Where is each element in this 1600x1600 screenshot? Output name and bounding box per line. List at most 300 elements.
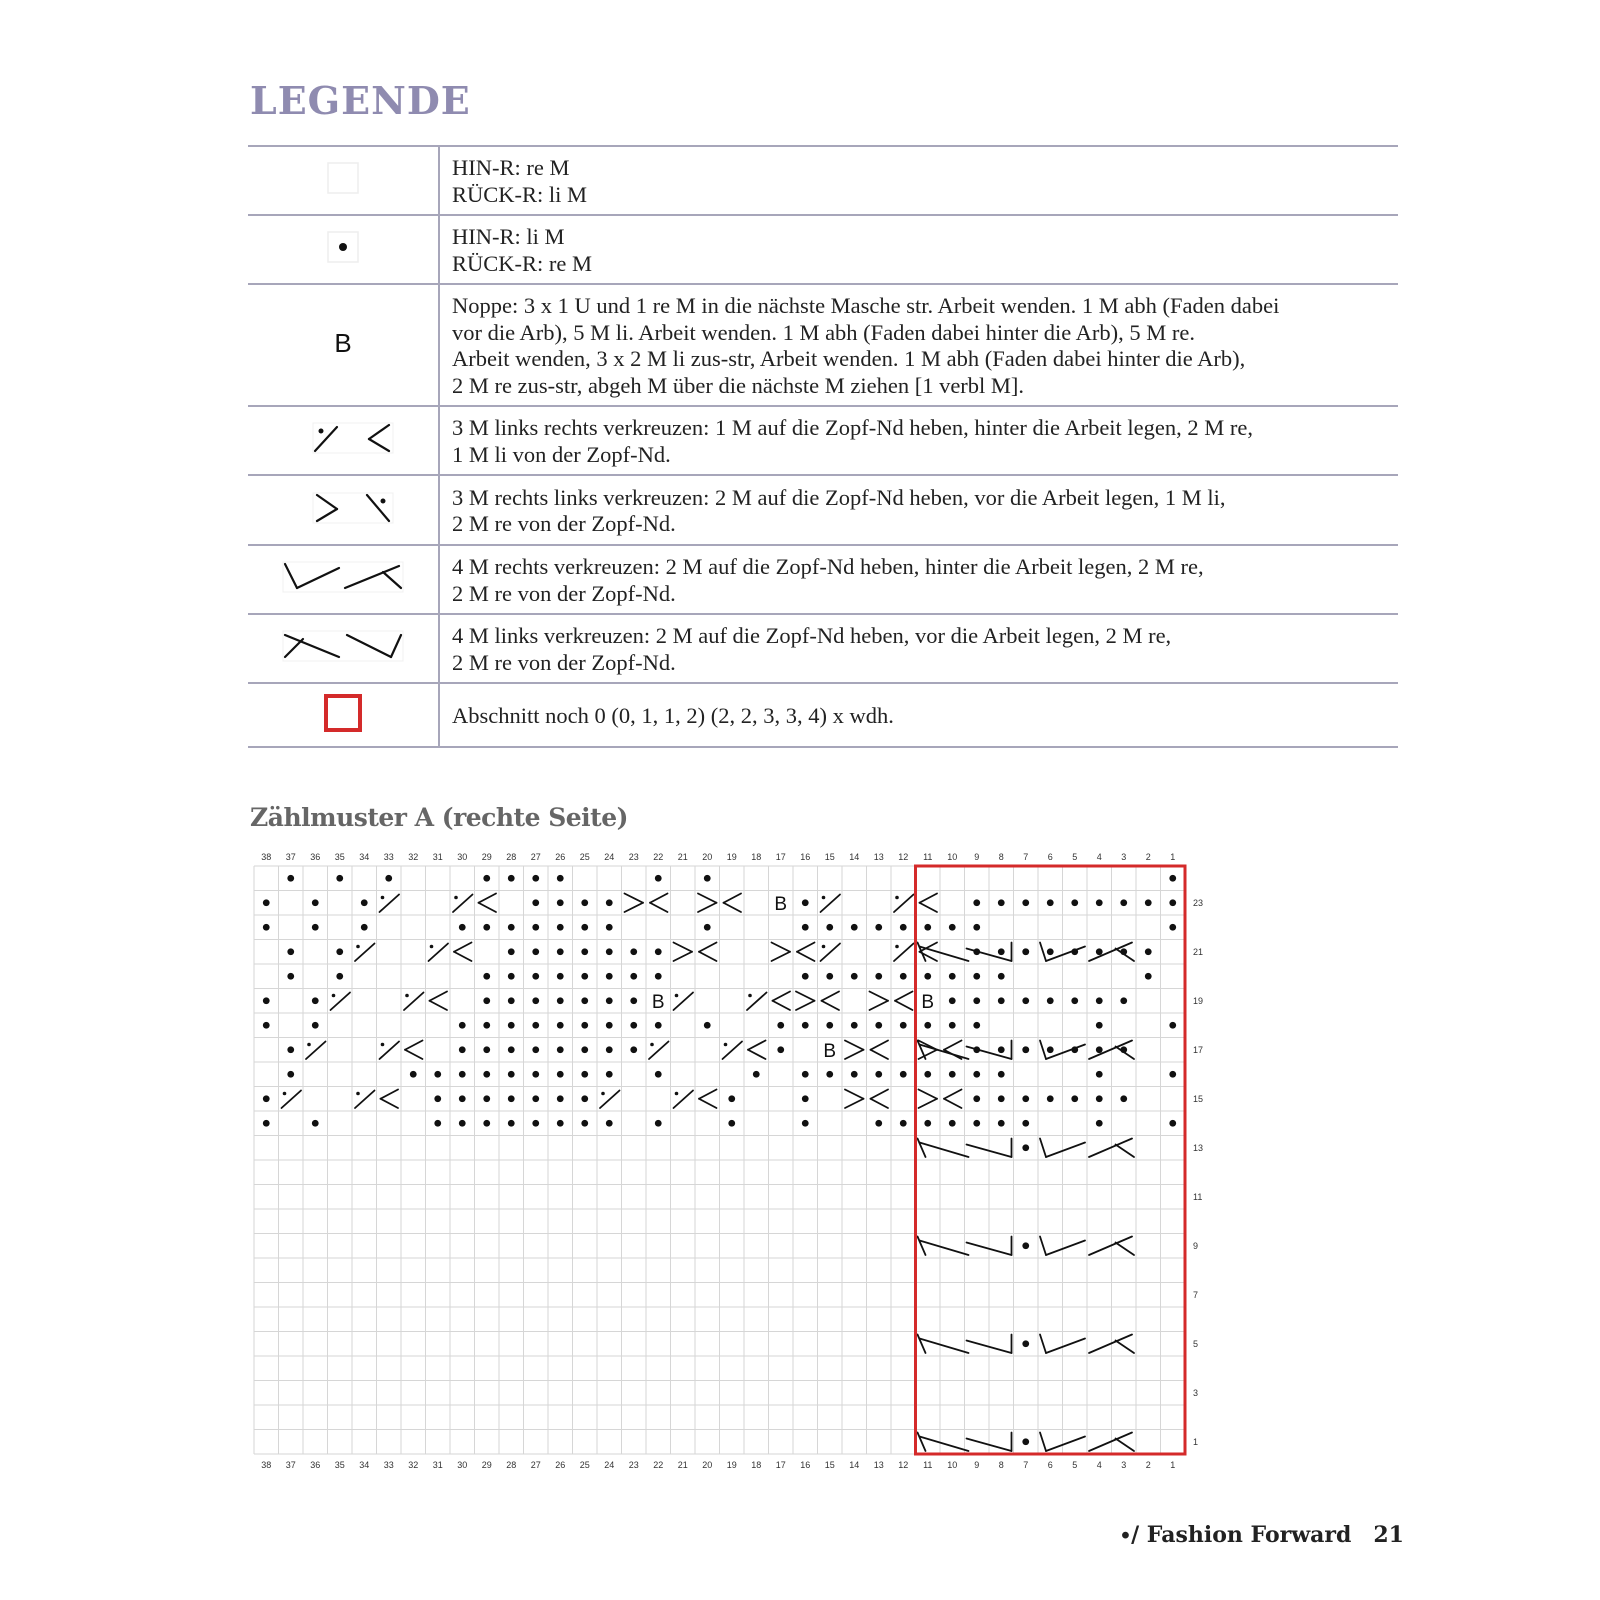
legend-row [248,614,1398,683]
purl-dot [483,973,490,980]
legend-description [439,146,1398,215]
cable-purl-dot [307,1043,311,1047]
cable-purl-dot [405,994,409,998]
legend-description [439,406,1398,475]
legend-description [439,614,1398,683]
column-number: 6 [1047,852,1053,862]
purl-dot [459,1120,466,1127]
purl-dot [606,924,613,931]
column-number: 1 [1170,852,1176,862]
cable-3-left-mark [871,1090,889,1099]
legend-description-line: Abschnitt noch 0 (0, 1, 1, 2) (2, 2, 3, 3, 4) x wdh. [452,702,894,728]
purl-dot [875,1022,882,1029]
purl-dot [557,1046,564,1053]
column-number: 2 [1145,1460,1151,1470]
purl-dot [875,1120,882,1127]
row-number: 19 [1193,995,1204,1006]
column-number: 14 [849,852,860,862]
cable-3-left-mark [724,903,742,912]
purl-dot [1047,899,1054,906]
cable-4-right-mark [1116,1243,1135,1256]
purl-dot [336,948,343,955]
cable-3-left-mark [748,1050,766,1059]
purl-dot [483,1095,490,1102]
cable-purl-dot [381,896,385,900]
cable-3-left-mark [773,992,791,1001]
purl-dot [459,1095,466,1102]
cable-purl-dot [895,945,899,949]
legend-symbol-cell [248,146,439,215]
row-number: 15 [1193,1093,1204,1104]
footer-brand: ∙/ Fashion Forward [1119,1522,1352,1548]
purl-dot [973,973,980,980]
purl-dot [802,1095,809,1102]
column-number: 37 [285,852,296,862]
purl-dot [655,973,662,980]
column-number: 18 [751,852,762,862]
purl-dot [287,1046,294,1053]
purl-dot [875,973,882,980]
legend-description [439,475,1398,545]
cable-4-left-mark [920,947,969,962]
purl-dot [336,875,343,882]
purl-dot [361,899,368,906]
column-number: 34 [359,852,370,862]
cable-3-left-mark [724,894,742,903]
cable-4-right-mark [1116,1145,1135,1158]
cable-3-left-mark [920,894,938,903]
purl-dot [263,1120,270,1127]
purl-dot [1022,1120,1029,1127]
purl-dot [802,899,809,906]
legend-description-line: RÜCK-R: li M [452,181,588,207]
purl-dot [704,875,711,882]
column-number: 35 [334,1460,345,1470]
purl-dot [1022,1340,1029,1347]
cable-4-right-icon [273,554,413,600]
purl-dot [581,1095,588,1102]
legend-description-line: RÜCK-R: re M [452,250,592,276]
purl-dot [1022,899,1029,906]
purl-dot [1096,948,1103,955]
legend-symbol-cell [248,215,439,284]
purl-dot [973,924,980,931]
column-number: 10 [947,1460,958,1470]
purl-dot [312,899,319,906]
legend-description [439,683,1398,747]
cable-purl-dot [283,1092,287,1096]
cable-3-left-mark [871,1099,889,1108]
column-number: 15 [824,1460,835,1470]
column-number: 27 [530,1460,541,1470]
cable-4-right-mark [1089,1237,1132,1256]
cable-4-right-mark [1046,1143,1085,1158]
purl-dot [581,997,588,1004]
purl-dot [998,997,1005,1004]
purl-dot [875,1071,882,1078]
cable-3-left-mark [454,952,472,961]
purl-dot [312,924,319,931]
column-number: 3 [1121,852,1127,862]
purl-dot [802,924,809,931]
legend-row [248,683,1398,747]
purl-dot [802,973,809,980]
purl-dot [287,948,294,955]
cable-3-right-purl-icon [273,415,413,461]
column-number: 24 [604,852,615,862]
legend-row [248,406,1398,475]
purl-dot [1047,948,1054,955]
cable-4-right-mark [1040,943,1046,962]
cable-4-right-mark [1089,1139,1132,1158]
cable-4-left-icon [273,623,413,669]
cable-purl-dot [332,994,336,998]
purl-dot [655,875,662,882]
purl-dot [998,1120,1005,1127]
purl-dot [1169,1120,1176,1127]
legend-symbol-cell [248,406,439,475]
column-number: 22 [653,1460,664,1470]
purl-dot [508,973,515,980]
purl-dot [508,1046,515,1053]
column-number: 13 [873,852,884,862]
purl-dot [973,1095,980,1102]
legend-description-line: 2 M re von der Zopf-Nd. [452,511,676,536]
cable-3-left-mark [748,1041,766,1050]
purl-dot [973,1120,980,1127]
bobble-mark: B [921,991,935,1013]
purl-dot [1022,1095,1029,1102]
cable-3-left-mark [650,903,668,912]
purl-dot [581,948,588,955]
purl-dot [459,1022,466,1029]
column-number: 20 [702,1460,713,1470]
purl-dot [1022,1438,1029,1445]
purl-dot [508,1095,515,1102]
knitting-chart [246,848,1236,1498]
cable-purl-dot [748,994,752,998]
purl-dot [851,1022,858,1029]
purl-dot [508,1120,515,1127]
cable-3-left-mark [430,992,448,1001]
column-number: 11 [923,852,933,862]
purl-dot [581,1022,588,1029]
purl-dot [606,948,613,955]
purl-dot [777,1022,784,1029]
cable-3-purl-left-mark [772,952,791,961]
column-number: 21 [677,1460,688,1470]
purl-dot [287,1071,294,1078]
cable-4-left-mark [918,1335,926,1354]
purl-dot [630,973,637,980]
cable-3-left-mark [699,1090,717,1099]
cable-3-purl-left-mark [796,992,815,1001]
column-number: 16 [800,852,811,862]
cable-4-right-mark [1040,1433,1046,1452]
purl-dot [973,1071,980,1078]
row-number: 13 [1193,1142,1204,1153]
purl-dot [483,1071,490,1078]
column-number: 10 [947,852,958,862]
purl-dot [410,1071,417,1078]
purl-dot [1169,875,1176,882]
purl-dot [924,1120,931,1127]
cable-3-left-mark [871,1041,889,1050]
cable-4-left-mark [918,1433,926,1452]
column-number: 5 [1072,1460,1078,1470]
cable-purl-dot [356,945,360,949]
column-number: 31 [432,1460,443,1470]
cable-3-left-mark [479,903,497,912]
column-number: 29 [481,1460,492,1470]
cable-3-left-purl-icon [273,485,413,531]
purl-dot [459,924,466,931]
purl-dot [924,924,931,931]
column-number: 19 [726,852,737,862]
purl-dot [312,1022,319,1029]
purl-dot [1047,1095,1054,1102]
cable-3-left-mark [895,1001,913,1010]
purl-dot [1145,973,1152,980]
purl-dot [557,899,564,906]
legend-description-line: 2 M re von der Zopf-Nd. [452,580,676,606]
column-number: 17 [775,852,786,862]
purl-dot [1096,997,1103,1004]
purl-dot [312,1120,319,1127]
purl-dot [581,1120,588,1127]
legend-description-line: 1 M li von der Zopf-Nd. [452,441,671,467]
legend-row [248,215,1398,284]
purl-dot [728,1120,735,1127]
cable-3-left-mark [944,1090,962,1099]
row-number: 21 [1193,946,1204,957]
purl-dot [557,1022,564,1029]
chart-svg [246,848,1236,1498]
legend-symbol-cell [248,545,439,614]
purl-dot [655,1022,662,1029]
cable-purl-dot [454,896,458,900]
purl-dot [900,1120,907,1127]
column-number: 20 [702,852,713,862]
purl-dot [826,1071,833,1078]
purl-dot [557,1071,564,1078]
column-number: 18 [751,1460,762,1470]
bobble-icon [273,320,413,366]
purl-dot [532,973,539,980]
legend-description [439,545,1398,614]
cable-3-purl-left-mark [772,943,791,952]
purl-dot [655,1071,662,1078]
purl-dot [581,973,588,980]
cable-3-left-mark [405,1050,423,1059]
legend-description-line: 3 M links rechts verkreuzen: 1 M auf die Zopf-Nd heben, hinter die Arbeit legen, 2 M re, [452,415,1254,440]
purl-dot [557,924,564,931]
cable-3-purl-left-mark [674,943,693,952]
purl-dot [802,1022,809,1029]
purl-dot [508,924,515,931]
column-number: 7 [1023,1460,1029,1470]
cable-purl-dot [381,1043,385,1047]
cable-3-purl-left-mark [698,894,717,903]
purl-dot [532,875,539,882]
cable-purl-dot [650,1043,654,1047]
column-number: 30 [457,852,468,862]
cable-4-left-mark [920,1241,969,1256]
purl-dot [434,1120,441,1127]
cable-purl-dot [675,1092,679,1096]
purl-dot [924,1022,931,1029]
column-number: 33 [383,1460,394,1470]
purl-dot [336,973,343,980]
purl-dot [826,1022,833,1029]
purl-dot [581,1071,588,1078]
cable-4-right-mark [1089,1335,1132,1354]
purl-dot [532,948,539,955]
column-number: 28 [506,1460,517,1470]
column-number: 8 [998,852,1004,862]
purl-dot [606,1071,613,1078]
purl-dot [532,1022,539,1029]
row-number: 11 [1193,1191,1203,1202]
column-number: 21 [677,852,688,862]
cable-3-left-mark [430,1001,448,1010]
row-number: 9 [1193,1240,1199,1251]
cable-3-left-mark [479,894,497,903]
cable-3-left-mark [920,903,938,912]
red-repeat-box-icon [273,690,413,736]
cable-3-purl-left-mark [698,903,717,912]
cable-3-left-mark [895,992,913,1001]
purl-dot [949,1120,956,1127]
column-number: 36 [310,852,321,862]
purl-dot [998,1095,1005,1102]
cable-4-right-mark [1046,1339,1085,1354]
purl-dot [630,1046,637,1053]
legend-symbol-cell [248,284,439,406]
column-number: 38 [261,852,272,862]
column-number: 33 [383,852,394,862]
column-number: 22 [653,852,664,862]
cable-3-left-mark [797,952,815,961]
purl-dot [1096,1120,1103,1127]
bobble-mark: B [651,991,665,1013]
purl-dot [900,973,907,980]
purl-dot [1022,1046,1029,1053]
column-number: 11 [923,1460,933,1470]
purl-dot [1071,899,1078,906]
purl-dot [434,1071,441,1078]
column-number: 26 [555,1460,566,1470]
page-footer [1120,1522,1404,1548]
column-number: 15 [824,852,835,862]
legend-symbol-cell [248,475,439,545]
column-number: 25 [579,1460,590,1470]
purl-dot [851,1071,858,1078]
purl-dot [532,1120,539,1127]
purl-dot [581,1046,588,1053]
purl-dot [606,1120,613,1127]
cable-3-left-mark [699,943,717,952]
purl-dot [1169,1071,1176,1078]
cable-purl-dot [430,945,434,949]
cable-purl-dot [356,1092,360,1096]
purl-dot [777,1046,784,1053]
column-number: 3 [1121,1460,1127,1470]
purl-dot [949,1022,956,1029]
purl-dot [263,899,270,906]
purl-dot [900,1022,907,1029]
cable-4-right-mark [1040,1237,1046,1256]
column-number: 4 [1096,852,1102,862]
purl-dot [1096,1046,1103,1053]
cable-4-right-mark [1116,1439,1135,1452]
cable-3-left-mark [822,1001,840,1010]
column-number: 17 [775,1460,786,1470]
row-number: 5 [1193,1338,1199,1349]
cable-3-purl-left-mark [845,1050,864,1059]
purl-dot [385,875,392,882]
row-number: 23 [1193,897,1204,908]
purl-dot [1071,1095,1078,1102]
purl-dot [606,973,613,980]
column-number: 6 [1047,1460,1053,1470]
cable-4-right-mark [1046,1437,1085,1452]
purl-dot [483,1046,490,1053]
svg-text:B: B [334,327,352,358]
legend-description-line: Noppe: 3 x 1 U und 1 re M in die nächste Masche str. Arbeit wenden. 1 M abh (Faden dabei [452,293,1280,318]
column-number: 5 [1072,852,1078,862]
purl-dot [483,875,490,882]
column-number: 23 [628,852,639,862]
column-number: 37 [285,1460,296,1470]
legend-row [248,146,1398,215]
purl-dot [851,973,858,980]
chart-grid [254,866,1185,1454]
purl-dot [973,997,980,1004]
column-number: 23 [628,1460,639,1470]
purl-dot [532,1046,539,1053]
purl-dot [924,1071,931,1078]
cable-3-left-mark [822,992,840,1001]
legend-description-line: 4 M links verkreuzen: 2 M auf die Zopf-Nd heben, vor die Arbeit legen, 2 M re, [452,623,1172,648]
column-number: 12 [898,1460,909,1470]
cable-3-purl-left-mark [845,1099,864,1108]
legend-description-line: HIN-R: li M [452,224,565,249]
purl-dot [1145,948,1152,955]
legend-description-line: 2 M re zus-str, abgeh M über die nächste M ziehen [1 verbl M]. [452,372,1025,398]
cable-3-purl-left-mark [674,952,693,961]
cable-4-right-mark [1089,1433,1132,1452]
cable-4-left-mark [920,1143,969,1158]
cable-3-purl-left-mark [919,1090,938,1099]
legend-row [248,284,1398,406]
purl-dot [655,1120,662,1127]
purl-dot [1120,899,1127,906]
purl-dot [1022,1144,1029,1151]
purl-dot [508,1071,515,1078]
legend-table [248,145,1398,748]
column-number: 28 [506,852,517,862]
cable-3-left-mark [381,1090,399,1099]
page-number: 21 [1373,1522,1404,1548]
purl-dot [1120,997,1127,1004]
row-number: 1 [1193,1436,1199,1447]
column-number: 32 [408,1460,419,1470]
cable-3-left-mark [944,1041,962,1050]
purl-dot [998,1046,1005,1053]
purl-dot [998,899,1005,906]
cable-4-right-mark [1116,1341,1135,1354]
